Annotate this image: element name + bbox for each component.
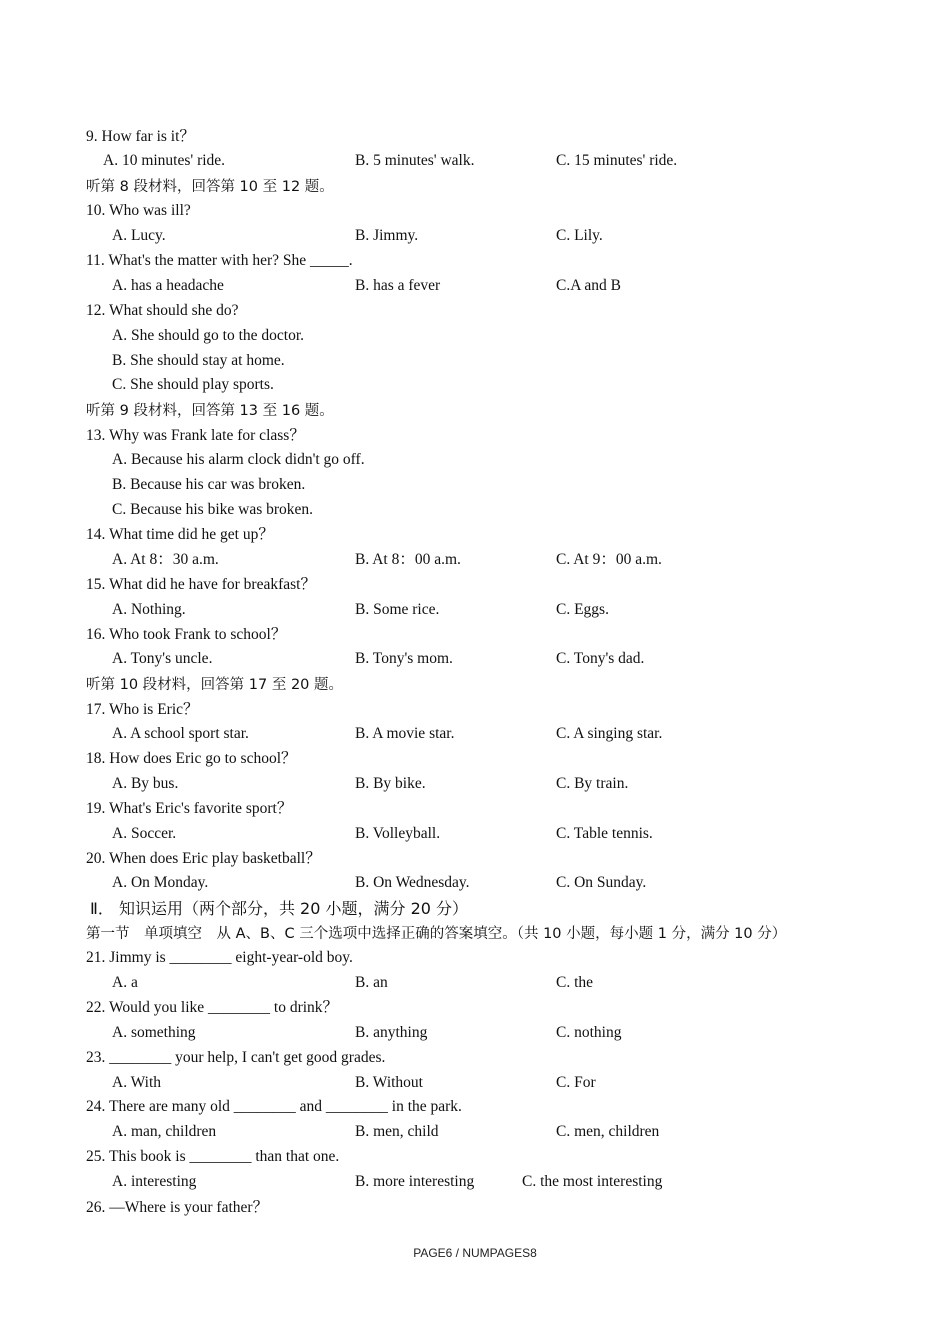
option-12c: C. She should play sports.: [112, 376, 274, 393]
part-ii-heading: Ⅱ． 知识运用（两个部分，共 20 小题，满分 20 分）: [90, 899, 469, 918]
question-11-stem: 11. What's the matter with her? She _____.: [86, 252, 353, 269]
option-20c: C. On Sunday.: [556, 874, 647, 891]
question-19-stem: 19. What's Eric's favorite sport？: [86, 800, 293, 817]
option-24c: C. men, children: [556, 1123, 660, 1140]
option-18b: B. By bike.: [355, 775, 426, 792]
question-21-stem: 21. Jimmy is ________ eight-year-old boy.: [86, 949, 353, 966]
option-14b: B. At 8：00 a.m.: [355, 551, 461, 568]
option-13b: B. Because his car was broken.: [112, 476, 306, 493]
question-9-stem: 9. How far is it？: [86, 128, 195, 145]
option-20b: B. On Wednesday.: [355, 874, 470, 891]
option-13c: C. Because his bike was broken.: [112, 501, 314, 518]
option-11a: A. has a headache: [112, 277, 224, 294]
option-25b: B. more interesting: [355, 1173, 475, 1190]
option-21c: C. the: [556, 974, 594, 991]
option-15c: C. Eggs.: [556, 601, 609, 618]
option-19a: A. Soccer.: [112, 825, 177, 842]
question-25-stem: 25. This book is ________ than that one.: [86, 1148, 340, 1165]
option-17c: C. A singing star.: [556, 725, 663, 742]
page-footer: PAGE6 / NUMPAGES8: [413, 1246, 537, 1260]
option-14a: A. At 8：30 a.m.: [112, 551, 219, 568]
section-heading-part8: 听第 8 段材料，回答第 10 至 12 题。: [86, 179, 334, 195]
section-heading-part10: 听第 10 段材料，回答第 17 至 20 题。: [86, 677, 344, 693]
option-23c: C. For: [556, 1074, 596, 1091]
question-26-stem: 26. —Where is your father？: [86, 1199, 269, 1216]
option-22b: B. anything: [355, 1024, 428, 1041]
option-9a: A. 10 minutes' ride.: [103, 152, 226, 169]
option-12a: A. She should go to the doctor.: [112, 327, 305, 344]
question-17-stem: 17. Who is Eric？: [86, 701, 199, 718]
question-20-stem: 20. When does Eric play basketball？: [86, 850, 321, 867]
question-14-stem: 14. What time did he get up？: [86, 526, 274, 543]
option-10b: B. Jimmy.: [355, 227, 419, 244]
option-11b: B. has a fever: [355, 277, 441, 294]
option-12b: B. She should stay at home.: [112, 352, 285, 369]
option-20a: A. On Monday.: [112, 874, 209, 891]
option-15b: B. Some rice.: [355, 601, 440, 618]
section-1-instructions: 第一节 单项填空 从 A、B、C 三个选项中选择正确的答案填空。（共 10 小题，每小题 1 分，满分 10 分）: [86, 926, 787, 942]
option-22a: A. something: [112, 1024, 196, 1041]
option-23a: A. With: [112, 1074, 162, 1091]
option-21a: A. a: [112, 974, 138, 991]
option-25a: A. interesting: [112, 1173, 197, 1190]
question-18-stem: 18. How does Eric go to school？: [86, 750, 297, 767]
option-11c: C.A and B: [556, 277, 622, 294]
option-14c: C. At 9：00 a.m.: [556, 551, 662, 568]
option-19b: B. Volleyball.: [355, 825, 441, 842]
option-22c: C. nothing: [556, 1024, 622, 1041]
option-13a: A. Because his alarm clock didn't go off.: [112, 451, 365, 468]
option-16a: A. Tony's uncle.: [112, 650, 213, 667]
option-23b: B. Without: [355, 1074, 423, 1091]
option-21b: B. an: [355, 974, 388, 991]
option-17a: A. A school sport star.: [112, 725, 249, 742]
option-17b: B. A movie star.: [355, 725, 455, 742]
question-22-stem: 22. Would you like ________ to drink？: [86, 999, 339, 1016]
question-15-stem: 15. What did he have for breakfast？: [86, 576, 316, 593]
section-heading-part9: 听第 9 段材料，回答第 13 至 16 题。: [86, 403, 334, 419]
option-18a: A. By bus.: [112, 775, 179, 792]
option-24a: A. man, children: [112, 1123, 217, 1140]
question-13-stem: 13. Why was Frank late for class？: [86, 427, 305, 444]
option-15a: A. Nothing.: [112, 601, 186, 618]
option-16b: B. Tony's mom.: [355, 650, 453, 667]
option-19c: C. Table tennis.: [556, 825, 653, 842]
option-25c: C. the most interesting: [522, 1173, 663, 1190]
option-10a: A. Lucy.: [112, 227, 166, 244]
option-10c: C. Lily.: [556, 227, 603, 244]
option-9c: C. 15 minutes' ride.: [556, 152, 678, 169]
option-16c: C. Tony's dad.: [556, 650, 645, 667]
question-10-stem: 10. Who was ill?: [86, 202, 191, 219]
question-24-stem: 24. There are many old ________ and ________ in the park.: [86, 1098, 462, 1115]
question-16-stem: 16. Who took Frank to school？: [86, 626, 287, 643]
question-23-stem: 23. ________ your help, I can't get good grades.: [86, 1049, 386, 1066]
option-18c: C. By train.: [556, 775, 629, 792]
option-9b: B. 5 minutes' walk.: [355, 152, 475, 169]
option-24b: B. men, child: [355, 1123, 439, 1140]
question-12-stem: 12. What should she do?: [86, 302, 239, 319]
